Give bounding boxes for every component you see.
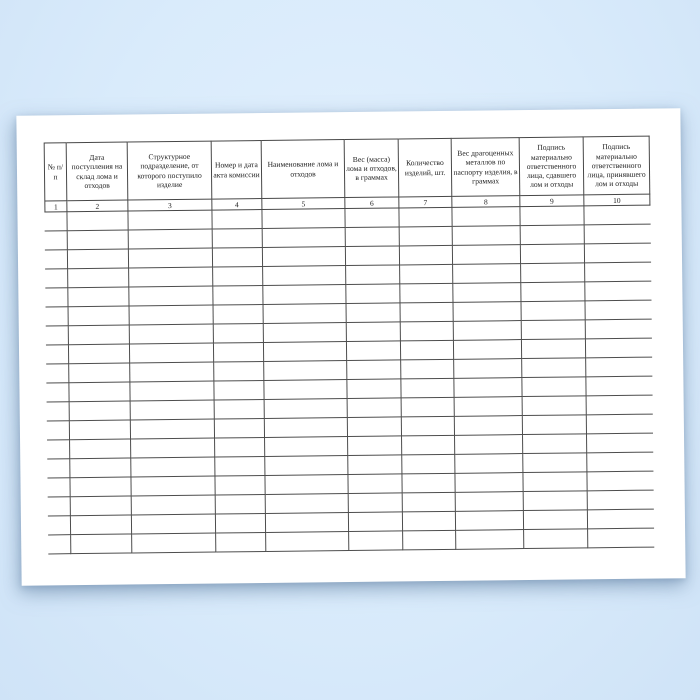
body-cell-r3-c1	[45, 250, 68, 269]
body-cell-r10-c2	[69, 383, 130, 403]
body-cell-r1-c3	[128, 211, 212, 231]
body-cell-r2-c6	[346, 227, 400, 247]
body-cell-r8-c8	[454, 340, 522, 360]
body-cell-r15-c6	[348, 474, 402, 494]
body-cell-r15-c7	[402, 474, 455, 494]
column-header-8: Вес драгоценных металлов по паспорту изделия, в граммах	[452, 137, 521, 197]
body-cell-r5-c7	[400, 284, 453, 304]
body-cell-r16-c8	[456, 492, 524, 512]
body-cell-r14-c1	[47, 459, 70, 478]
body-cell-r17-c3	[132, 515, 216, 535]
body-cell-r2-c3	[129, 230, 213, 250]
body-cell-r17-c8	[456, 511, 524, 531]
body-cell-r5-c5	[263, 285, 346, 305]
column-number-10: 10	[584, 195, 650, 207]
body-cell-r17-c6	[349, 512, 403, 532]
body-cell-r13-c2	[70, 440, 131, 460]
body-cell-r3-c3	[129, 249, 213, 269]
body-cell-r11-c9	[523, 396, 587, 416]
column-header-5: Наименование лома и отходов	[262, 139, 346, 199]
body-cell-r15-c8	[455, 473, 523, 493]
body-cell-r17-c5	[266, 513, 349, 533]
body-cell-r18-c1	[48, 535, 71, 554]
body-cell-r4-c1	[45, 269, 68, 288]
body-cell-r14-c9	[523, 453, 587, 473]
body-cell-r14-c5	[265, 456, 348, 476]
body-cell-r6-c3	[130, 306, 214, 326]
body-cell-r1-c6	[345, 208, 399, 228]
body-cell-r12-c9	[523, 415, 587, 435]
column-header-2: Дата поступления на склад лома и отходов	[67, 142, 129, 202]
body-cell-r1-c10	[584, 206, 650, 226]
body-cell-r15-c10	[587, 472, 653, 492]
body-cell-r4-c4	[213, 267, 263, 287]
body-cell-r2-c4	[213, 229, 263, 249]
body-cell-r9-c7	[401, 360, 454, 380]
body-cell-r5-c1	[45, 288, 68, 307]
body-cell-r7-c6	[347, 322, 401, 342]
body-cell-r13-c9	[523, 434, 587, 454]
body-cell-r9-c5	[264, 361, 347, 381]
column-header-6: Вес (масса) лома и отходов, в граммах	[345, 138, 400, 198]
body-cell-r13-c3	[131, 439, 215, 459]
body-cell-r3-c5	[263, 247, 346, 267]
body-cell-r8-c3	[130, 344, 214, 364]
body-cell-r8-c10	[586, 339, 652, 359]
body-cell-r15-c5	[265, 475, 348, 495]
body-cell-r13-c10	[587, 434, 653, 454]
body-cell-r10-c6	[347, 379, 401, 399]
body-cell-r12-c10	[587, 415, 653, 435]
body-cell-r4-c8	[453, 264, 521, 284]
body-cell-r12-c8	[455, 416, 523, 436]
body-cell-r5-c4	[213, 286, 263, 306]
body-cell-r6-c1	[46, 307, 69, 326]
column-number-3: 3	[128, 200, 212, 212]
body-cell-r13-c7	[402, 436, 455, 456]
body-cell-r3-c7	[400, 246, 453, 266]
body-cell-r9-c8	[454, 359, 522, 379]
body-cell-r3-c9	[521, 244, 585, 264]
body-cell-r9-c9	[522, 358, 586, 378]
body-cell-r8-c4	[214, 343, 264, 363]
body-cell-r11-c2	[70, 402, 131, 422]
body-cell-r18-c8	[456, 530, 524, 550]
column-header-1: № п/п	[44, 142, 68, 201]
body-cell-r12-c7	[402, 417, 455, 437]
body-cell-r6-c9	[522, 301, 586, 321]
body-cell-r4-c5	[263, 266, 346, 286]
body-cell-r16-c6	[349, 493, 403, 513]
body-cell-r8-c5	[264, 342, 347, 362]
body-cell-r3-c4	[213, 248, 263, 268]
body-cell-r9-c2	[69, 364, 130, 384]
body-cell-r12-c6	[348, 417, 402, 437]
body-cell-r1-c4	[212, 210, 262, 230]
body-cell-r2-c2	[68, 231, 129, 251]
body-cell-r17-c9	[524, 510, 588, 530]
body-cell-r8-c9	[522, 339, 586, 359]
body-cell-r13-c4	[215, 438, 265, 458]
body-cell-r10-c8	[454, 378, 522, 398]
body-cell-r6-c6	[347, 303, 401, 323]
body-cell-r12-c3	[131, 420, 215, 440]
body-cell-r13-c8	[455, 435, 523, 455]
column-header-3: Структурное подразделение, от которого поступило изделие	[128, 141, 213, 201]
body-cell-r9-c3	[130, 363, 214, 383]
body-cell-r7-c4	[214, 324, 264, 344]
body-cell-r11-c3	[131, 401, 215, 421]
body-cell-r4-c7	[400, 265, 453, 285]
body-cell-r9-c6	[347, 360, 401, 380]
body-cell-r12-c4	[215, 419, 265, 439]
body-cell-r4-c6	[346, 265, 400, 285]
body-cell-r1-c8	[452, 207, 520, 227]
column-number-5: 5	[262, 198, 345, 210]
body-cell-r7-c8	[454, 321, 522, 341]
body-cell-r18-c6	[349, 531, 403, 551]
body-cell-r18-c5	[266, 532, 349, 552]
body-cell-r17-c2	[71, 515, 132, 535]
body-cell-r16-c9	[524, 491, 588, 511]
body-cell-r10-c9	[522, 377, 586, 397]
body-cell-r10-c1	[46, 383, 69, 402]
body-cell-r3-c2	[68, 250, 129, 270]
body-cell-r1-c7	[399, 208, 452, 228]
ledger-table	[44, 136, 655, 555]
body-cell-r11-c8	[455, 397, 523, 417]
body-cell-r2-c8	[453, 226, 521, 246]
body-cell-r6-c2	[69, 307, 130, 327]
body-cell-r4-c10	[585, 263, 651, 283]
body-cell-r6-c4	[214, 305, 264, 325]
body-cell-r17-c1	[48, 516, 71, 535]
body-cell-r9-c10	[586, 358, 652, 378]
body-cell-r7-c7	[401, 322, 454, 342]
column-header-4: Номер и дата акта комиссии	[212, 140, 263, 200]
body-cell-r3-c6	[346, 246, 400, 266]
body-cell-r10-c5	[264, 380, 347, 400]
body-cell-r7-c5	[264, 323, 347, 343]
body-cell-r18-c2	[71, 534, 132, 554]
body-cell-r2-c9	[521, 225, 585, 245]
body-cell-r18-c4	[216, 533, 266, 553]
body-cell-r11-c6	[348, 398, 402, 418]
column-number-9: 9	[520, 195, 584, 207]
body-cell-r2-c10	[585, 225, 651, 245]
body-cell-r5-c2	[68, 288, 129, 308]
body-cell-r13-c5	[265, 437, 348, 457]
body-cell-r6-c5	[264, 304, 347, 324]
body-cell-r7-c2	[69, 326, 130, 346]
body-cell-r17-c10	[588, 510, 654, 530]
body-cell-r14-c6	[348, 455, 402, 475]
body-cell-r14-c8	[455, 454, 523, 474]
body-cell-r12-c2	[70, 421, 131, 441]
body-cell-r18-c10	[588, 529, 654, 549]
body-cell-r13-c1	[47, 440, 70, 459]
body-cell-r16-c4	[216, 495, 266, 515]
body-cell-r5-c8	[453, 283, 521, 303]
body-cell-r17-c7	[403, 512, 456, 532]
body-cell-r5-c9	[521, 282, 585, 302]
body-cell-r9-c1	[46, 364, 69, 383]
body-cell-r15-c3	[131, 477, 215, 497]
body-cell-r10-c10	[586, 377, 652, 397]
body-cell-r4-c3	[129, 268, 213, 288]
column-header-7: Количество изделий, шт.	[399, 138, 453, 198]
body-cell-r8-c7	[401, 341, 454, 361]
body-cell-r16-c5	[266, 494, 349, 514]
body-cell-r11-c10	[587, 396, 653, 416]
body-cell-r5-c10	[585, 282, 651, 302]
body-cell-r14-c3	[131, 458, 215, 478]
body-cell-r7-c10	[586, 320, 652, 340]
body-cell-r10-c4	[214, 381, 264, 401]
paper-sheet	[16, 108, 685, 586]
body-cell-r2-c1	[45, 231, 68, 250]
body-cell-r11-c4	[215, 400, 265, 420]
body-cell-r4-c9	[521, 263, 585, 283]
body-cell-r7-c3	[130, 325, 214, 345]
body-cell-r16-c7	[403, 493, 456, 513]
body-cell-r9-c4	[214, 362, 264, 382]
body-cell-r13-c6	[348, 436, 402, 456]
body-cell-r15-c2	[70, 477, 131, 497]
body-cell-r6-c10	[585, 301, 651, 321]
body-cell-r8-c1	[46, 345, 69, 364]
body-cell-r11-c7	[402, 398, 455, 418]
body-cell-r15-c9	[523, 472, 587, 492]
body-cell-r18-c7	[403, 531, 456, 551]
body-cell-r14-c7	[402, 455, 455, 475]
body-cell-r6-c7	[401, 303, 454, 323]
body-cell-r5-c3	[129, 287, 213, 307]
body-cell-r7-c1	[46, 326, 69, 345]
column-number-4: 4	[212, 199, 262, 211]
body-cell-r15-c1	[47, 478, 70, 497]
body-cell-r16-c10	[588, 491, 654, 511]
column-header-9: Подпись материально ответственного лица, сдавшего лом и отходы	[520, 136, 585, 196]
body-cell-r1-c5	[262, 209, 345, 229]
body-cell-r18-c3	[132, 534, 216, 554]
column-number-6: 6	[345, 197, 399, 209]
body-cell-r16-c2	[71, 496, 132, 516]
body-cell-r14-c2	[70, 459, 131, 479]
body-cell-r1-c2	[67, 212, 128, 232]
body-cell-r18-c9	[524, 529, 588, 549]
body-cell-r10-c3	[130, 382, 214, 402]
body-cell-r1-c1	[44, 212, 67, 231]
body-cell-r15-c4	[215, 476, 265, 496]
body-cell-r12-c1	[47, 421, 70, 440]
body-cell-r3-c8	[453, 245, 521, 265]
body-cell-r1-c9	[520, 206, 584, 226]
body-cell-r11-c5	[265, 399, 348, 419]
body-cell-r6-c8	[454, 302, 522, 322]
body-cell-r3-c10	[585, 244, 651, 264]
column-number-2: 2	[67, 201, 128, 213]
body-cell-r8-c6	[347, 341, 401, 361]
column-header-10: Подпись материально ответственного лица, принявшего лом и отходы	[584, 136, 651, 196]
body-cell-r5-c6	[346, 284, 400, 304]
body-cell-r16-c3	[132, 496, 216, 516]
column-number-7: 7	[399, 197, 452, 209]
body-cell-r16-c1	[48, 497, 71, 516]
body-cell-r10-c7	[401, 379, 454, 399]
body-cell-r17-c4	[216, 514, 266, 534]
body-cell-r14-c10	[587, 453, 653, 473]
body-cell-r7-c9	[522, 320, 586, 340]
column-number-1: 1	[44, 201, 67, 212]
body-cell-r2-c5	[263, 228, 346, 248]
column-number-8: 8	[452, 196, 520, 208]
body-cell-r14-c4	[215, 457, 265, 477]
body-cell-r2-c7	[400, 227, 453, 247]
body-cell-r4-c2	[68, 269, 129, 289]
body-cell-r12-c5	[265, 418, 348, 438]
body-cell-r11-c1	[47, 402, 70, 421]
body-cell-r8-c2	[69, 345, 130, 365]
